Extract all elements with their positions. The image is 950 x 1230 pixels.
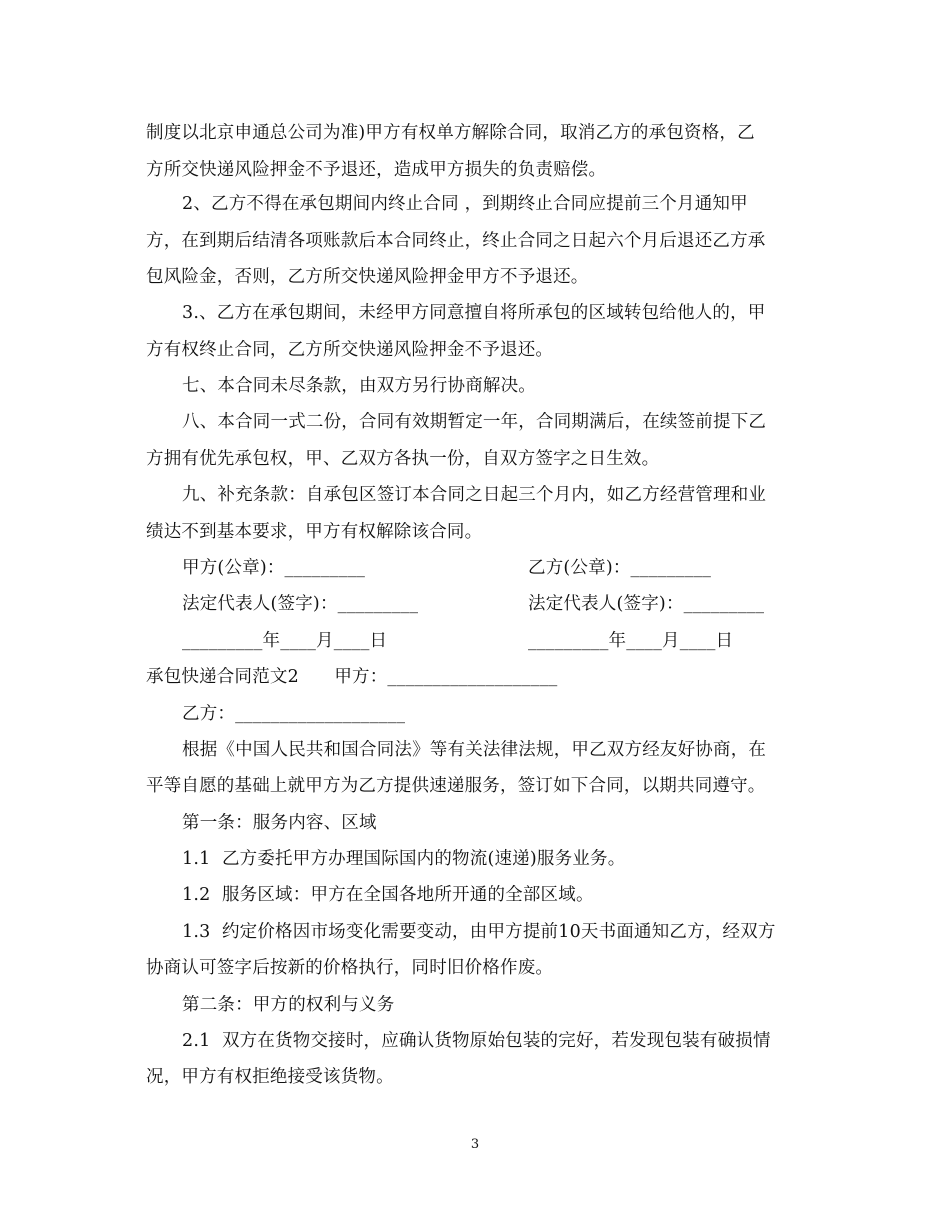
paragraph-line: 2、乙方不得在承包期间内终止合同 ，到期终止合同应提前三个月通知甲 [182,194,748,214]
paragraph-line: 九、补充条款：自承包区签订本合同之日起三个月内，如乙方经营管理和业 [182,485,767,505]
section-heading: 第一条：服务内容、区域 [182,813,377,833]
paragraph-line: 方，在到期后结清各项账款后本合同终止，终止合同之日起六个月后退还乙方承 [146,231,766,251]
paragraph-line: 八、本合同一式二份，合同有效期暂定一年，合同期满后，在续签前提下乙 [182,412,767,432]
paragraph-line: 3.、乙方在承包期间，未经甲方同意擅自将所承包的区域转包给他人的，甲 [182,303,766,323]
representative-b-signature: 法定代表人(签字)：_________ [528,594,765,614]
clause-line: 1.3 约定价格因市场变化需要变动，由甲方提前10天书面通知乙方，经双方 [182,922,776,942]
date-b: _________年____月____日 [528,631,734,651]
paragraph-line: 制度以北京申通总公司为准)甲方有权单方解除合同，取消乙方的承包资格，乙 [146,123,755,143]
clause-line: 1.2 服务区域：甲方在全国各地所开通的全部区域。 [182,885,594,905]
clause-line: 况，甲方有权拒绝接受该货物。 [146,1067,394,1087]
contract-2-title: 承包快递合同范文2 甲方：___________________ [146,667,558,687]
paragraph-line: 平等自愿的基础上就甲方为乙方提供速递服务，签订如下合同，以期共同遵守。 [146,776,766,796]
party-b-seal: 乙方(公章)：_________ [528,558,712,578]
page-number: 3 [470,1137,480,1152]
party-a-seal: 甲方(公章)：_________ [182,558,366,578]
paragraph-line: 绩达不到基本要求，甲方有权解除该合同。 [146,522,483,542]
representative-a-signature: 法定代表人(签字)：_________ [182,594,419,614]
paragraph-line: 方有权终止合同，乙方所交快递风险押金不予退还。 [146,340,554,360]
paragraph-line: 七、本合同未尽条款，由双方另行协商解决。 [182,376,536,396]
paragraph-line: 方所交快递风险押金不予退还，造成甲方损失的负责赔偿。 [146,160,607,180]
clause-line: 2.1 双方在货物交接时，应确认货物原始包装的完好，若发现包装有破损情 [182,1031,771,1051]
clause-line: 1.1 乙方委托甲方办理国际国内的物流(速递)服务业务。 [182,849,626,869]
paragraph-line: 方拥有优先承包权，甲、乙双方各执一份，自双方签字之日生效。 [146,449,660,469]
contract-2-party-b: 乙方：___________________ [182,704,406,724]
date-a: _________年____月____日 [182,631,388,651]
paragraph-line: 包风险金，否则，乙方所交快递风险押金甲方不予退还。 [146,267,589,287]
section-heading: 第二条：甲方的权利与义务 [182,995,395,1015]
clause-line: 协商认可签字后按新的价格执行，同时旧价格作废。 [146,958,554,978]
paragraph-line: 根据《中国人民共和国合同法》等有关法律法规，甲乙双方经友好协商，在 [182,740,767,760]
